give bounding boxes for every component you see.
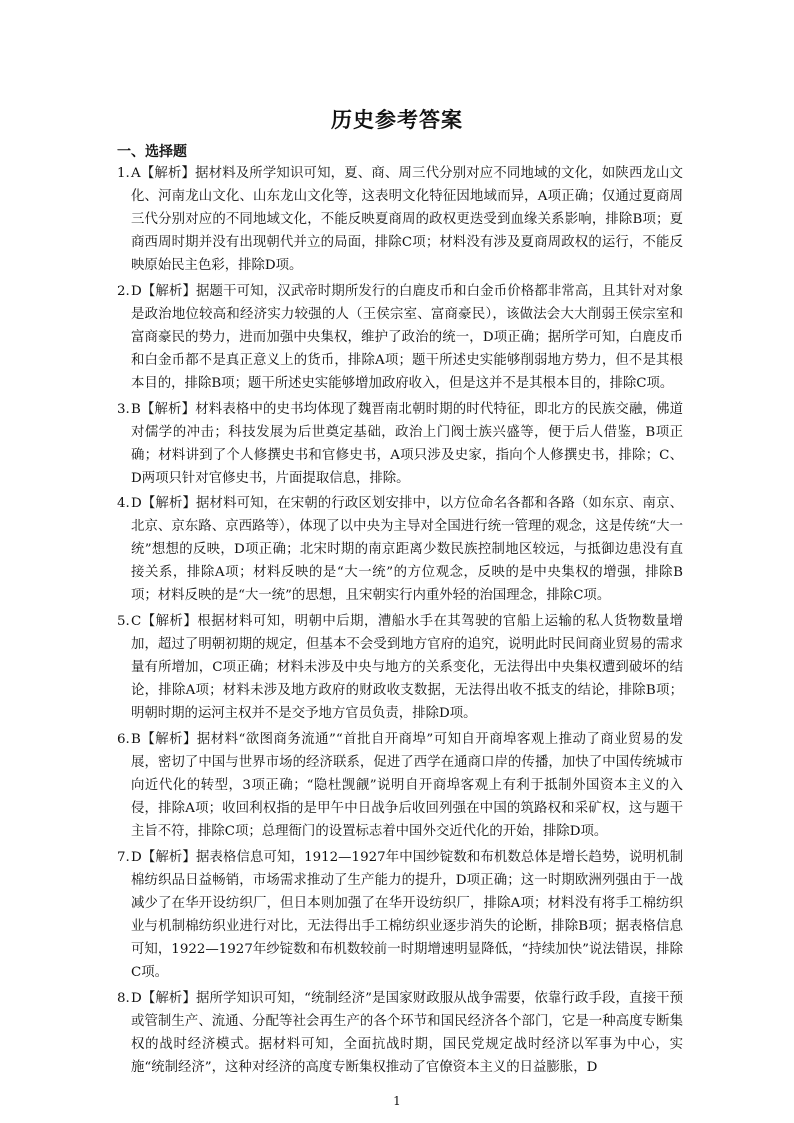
analysis-text: 据材料可知，在宋朝的行政区划安排中，以方位命名各都和各路（如东京、南京、北京、京东路、京西路等），体现了以中央为主导对全国进行统一管理的观念，这是传统“大一统”想想的反映，D项正确；北宋时期的南京距离少数民族控制地区较远，与抵御边患没有直接关系，排除A项；材料反映的是“大一统”的方位观念，反映的是中央集权的增强，排除B项；材料反映的是“大一统”的思想，且宋朝实行内重外轻的治国理念，排除C项。	[131, 496, 683, 604]
answer-choice: B	[131, 401, 141, 417]
answer-number: 3.	[117, 401, 130, 417]
section-heading: 一、选择题	[117, 144, 187, 160]
answer-choice: B	[131, 731, 141, 747]
answer-number: 5.	[117, 614, 130, 630]
analysis-tag: 【解析】	[141, 849, 196, 865]
answer-text	[131, 987, 683, 1079]
analysis-tag: 【解析】	[140, 401, 196, 417]
analysis-text: 据材料及所学知识可知，夏、商、周三代分别对应不同地域的文化，如陕西龙山文化、河南龙山文化、山东龙山文化等，这表明文化特征因地域而异，A项正确；仅通过夏商周三代分别对应的不同地域文化，不能反映夏商周的政权更迭受到血缘关系影响，排除B项；夏商西周时期并没有出现朝代并立的局面，排除C项；材料没有涉及夏商周政权的运行，不能反映原始民主色彩，排除D项。	[131, 166, 684, 273]
analysis-text: 据材料“欲图商务流通”“首批自开商埠”可知自开商埠客观上推动了商业贸易的发展，密切了中国与世界市场的经济联系，促进了西学在通商口岸的传播，加快了中国传统城市向近代化的转型，3项正确；“隐杜觊觎”说明自开商埠客观上有利于抵制外国资本主义的入侵，排除A项；收回利权指的是甲午中日战争后收回列强在中国的筑路权和采矿权，这与题干主旨不符，排除C项；总理衙门的设置标志着中国外交近代化的开始，排除D项。	[131, 731, 683, 839]
page-title: 历史参考答案	[331, 107, 463, 132]
analysis-text: 材料表格中的史书均体现了魏晋南北朝时期的时代特征，即北方的民族交融，佛道对儒学的冲击；科技发展为后世奠定基础，政治上门阀士族兴盛等，便于后人借鉴，B项正确；材料讲到了个人修撰史书和官修史书，A项只涉及史家，指向个人修撰史书，排除；C、D两项只针对官修史书，片面提取信息，排除。	[131, 401, 684, 486]
answer-number: 7.	[117, 849, 130, 865]
answer-choice: A	[131, 166, 141, 181]
answer-item-5	[117, 610, 683, 725]
answer-text	[131, 610, 683, 725]
analysis-tag: 【解析】	[141, 614, 198, 630]
answer-item-1	[117, 162, 683, 277]
analysis-tag: 【解析】	[140, 166, 196, 181]
answer-item-3	[117, 398, 683, 490]
answer-text	[131, 492, 683, 607]
answer-text	[131, 280, 683, 395]
analysis-text: 根据材料可知，明朝中后期，漕船水手在其驾驶的官船上运输的私人货物数量增加，超过了明朝初期的规定，但基本不会受到地方官府的追究，说明此时民间商业贸易的需求量有所增加，C项正确；材料未涉及中央与地方的关系变化，无法得出中央集权遭到破坏的结论，排除A项；材料未涉及地方政府的财政收支数据，无法得出收不抵支的结论，排除B项；明朝时期的运河主权并不是交予地方官员负责，排除D项。	[131, 614, 684, 722]
analysis-text: 据题干可知，汉武帝时期所发行的白鹿皮币和白金币价格都非常高，且其针对对象是政治地位较高和经济实力较强的人（王侯宗室、富商豪民），该做法会大大削弱王侯宗室和富商豪民的势力，进而加强中央集权，维护了政治的统一，D项正确；据所学可知，白鹿皮币和白金币都不是真正意义上的货币，排除A项；题干所述史实能够削弱地方势力，但不是其根本目的，排除B项；题干所述史实能够增加政府收入，但是这并不是其根本目的，排除C项。	[131, 283, 683, 391]
answer-choice: D	[131, 496, 142, 512]
answer-item-2	[117, 280, 683, 395]
answer-list	[117, 162, 683, 1081]
answer-text	[131, 728, 683, 843]
analysis-tag: 【解析】	[141, 990, 196, 1006]
analysis-text: 据表格信息可知，1912—1927年中国纱锭数和布机数总体是增长趋势，说明机制棉纺织品日益畅销，市场需求推动了生产能力的提升，D项正确；这一时期欧洲列强由于一战减少了在华开设纺织厂，但日本则加强了在华开设纺织厂，排除A项；材料没有将手工棉纺织业与机制棉纺织业进行对比，无法得出手工棉纺织业逐步消失的论断，排除B项；据表格信息可知，1922—1927年纱锭数和布机数较前一时期增速明显降低，“持续加快”说法错误，排除C项。	[131, 849, 684, 980]
answer-text	[131, 398, 683, 490]
answer-text	[131, 162, 683, 277]
answer-choice: D	[131, 990, 142, 1006]
analysis-tag: 【解析】	[140, 731, 197, 747]
analysis-tag: 【解析】	[141, 283, 197, 299]
analysis-text: 据所学知识可知，“统制经济”是国家财政服从战争需要，依靠行政手段，直接干预或管制生产、流通、分配等社会再生产的各个环节和国民经济各个部门，它是一种高度专断集权的战时经济模式。据材料可知，全面抗战时期，国民党规定战时经济以军事为中心，实施“统制经济”，这种对经济的高度专断集权推动了官僚资本主义的日益膨胀，D	[131, 990, 683, 1075]
page-number: 1	[393, 1094, 401, 1108]
answer-item-6	[117, 728, 683, 843]
answer-choice: D	[131, 283, 142, 299]
answer-choice: C	[131, 614, 142, 630]
answer-choice: D	[131, 849, 142, 865]
analysis-tag: 【解析】	[141, 496, 197, 512]
answer-number: 2.	[117, 283, 130, 299]
answer-item-7	[117, 846, 683, 984]
answer-number: 6.	[117, 731, 130, 747]
answer-number: 1.	[117, 166, 130, 181]
answer-number: 4.	[117, 496, 130, 512]
answer-item-4	[117, 492, 683, 607]
answer-text	[131, 846, 683, 984]
answer-item-8	[117, 987, 683, 1079]
answer-number: 8.	[117, 990, 130, 1006]
